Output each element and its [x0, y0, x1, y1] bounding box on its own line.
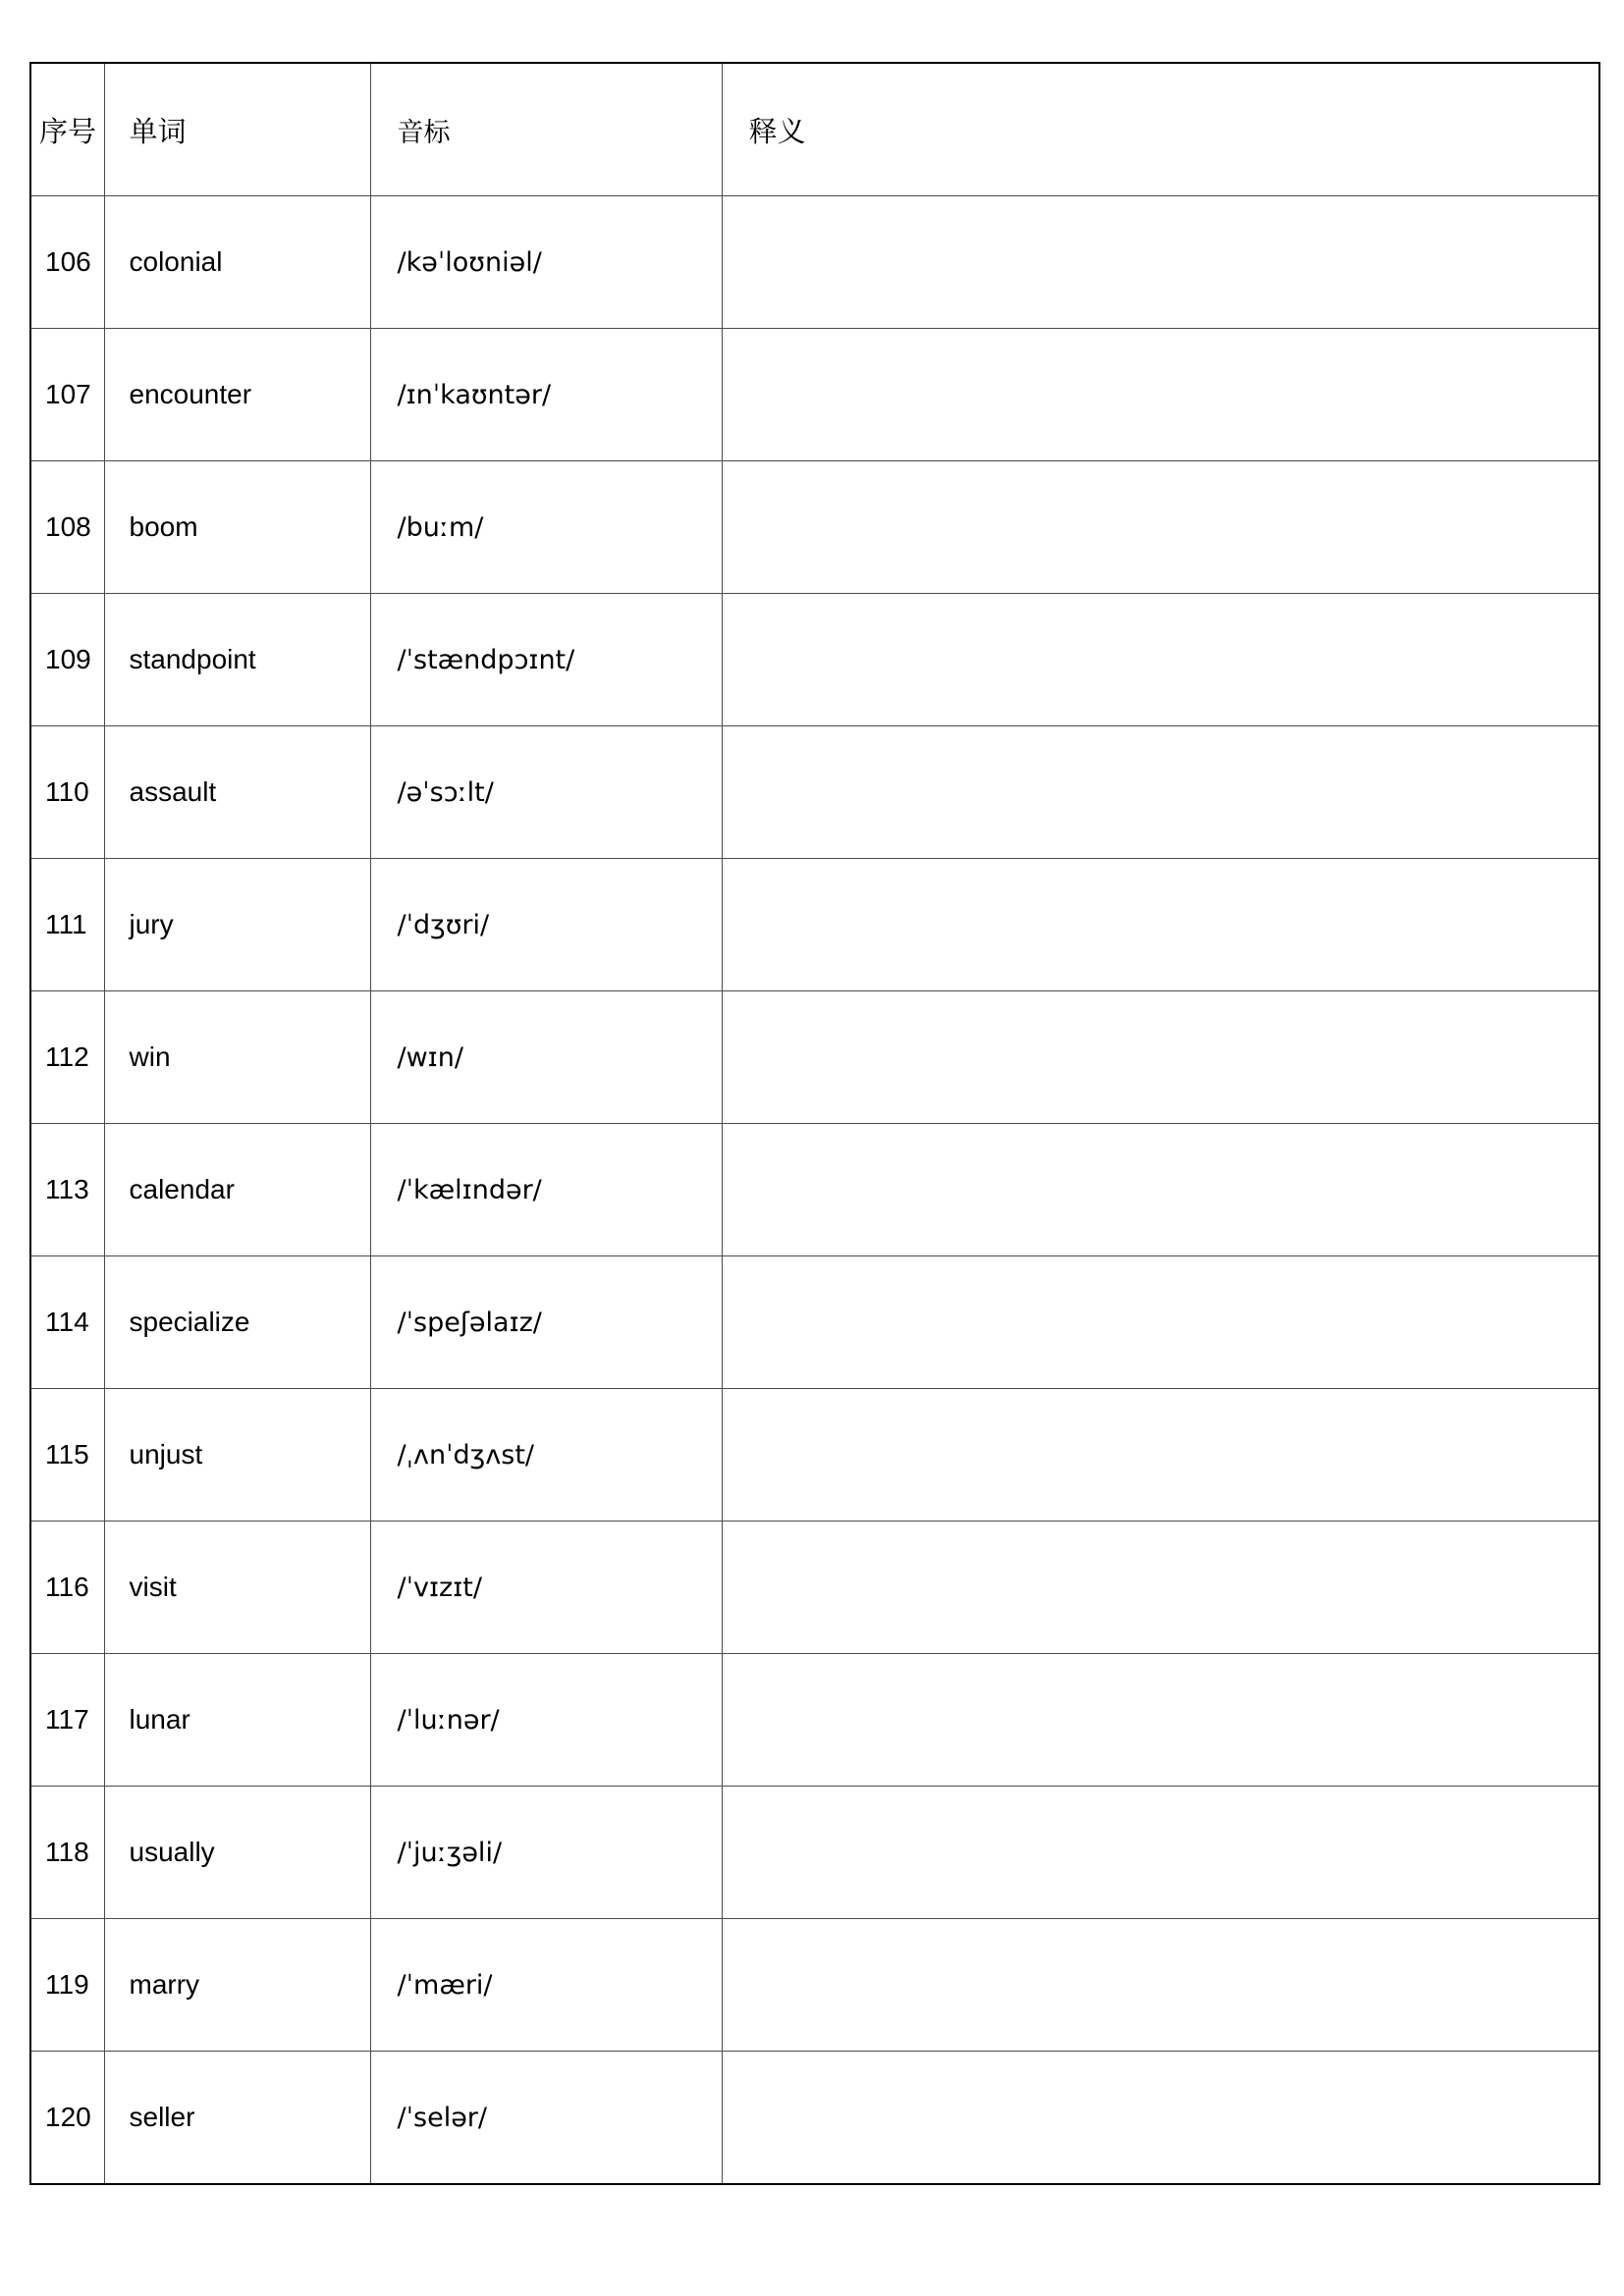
- row-definition: [722, 461, 1599, 594]
- row-definition: [722, 859, 1599, 991]
- row-phonetic: /ˈstændpɔɪnt/: [370, 594, 722, 726]
- row-definition: [722, 1522, 1599, 1654]
- table-row: [30, 329, 1599, 461]
- table-row: [30, 1654, 1599, 1787]
- row-word: lunar: [104, 1654, 370, 1787]
- row-word: specialize: [104, 1256, 370, 1389]
- table-row: [30, 1124, 1599, 1256]
- header-number: 序号: [30, 63, 104, 196]
- row-phonetic: /kəˈloʊniəl/: [370, 196, 722, 329]
- row-phonetic: /ɪnˈkaʊntər/: [370, 329, 722, 461]
- row-phonetic: /ˈmæri/: [370, 1919, 722, 2052]
- table-row: [30, 196, 1599, 329]
- table-row: [30, 2052, 1599, 2185]
- row-phonetic: /əˈsɔːlt/: [370, 726, 722, 859]
- row-word: encounter: [104, 329, 370, 461]
- row-phonetic: /buːm/: [370, 461, 722, 594]
- row-number: 113: [30, 1124, 104, 1256]
- row-number: 115: [30, 1389, 104, 1522]
- table-row: [30, 1522, 1599, 1654]
- row-word: seller: [104, 2052, 370, 2185]
- table-row: [30, 726, 1599, 859]
- header-word: 单词: [104, 63, 370, 196]
- row-number: 114: [30, 1256, 104, 1389]
- row-number: 117: [30, 1654, 104, 1787]
- row-number: 111: [30, 859, 104, 991]
- row-definition: [722, 1787, 1599, 1919]
- row-number: 119: [30, 1919, 104, 2052]
- header-phonetic: 音标: [370, 63, 722, 196]
- table-row: [30, 1256, 1599, 1389]
- table-row: [30, 1389, 1599, 1522]
- row-number: 110: [30, 726, 104, 859]
- row-word: assault: [104, 726, 370, 859]
- row-phonetic: /ˈspeʃəlaɪz/: [370, 1256, 722, 1389]
- row-number: 106: [30, 196, 104, 329]
- row-definition: [722, 2052, 1599, 2185]
- header-definition: 释义: [722, 63, 1599, 196]
- row-definition: [722, 1919, 1599, 2052]
- row-word: calendar: [104, 1124, 370, 1256]
- row-number: 109: [30, 594, 104, 726]
- table-row: [30, 859, 1599, 991]
- row-word: colonial: [104, 196, 370, 329]
- row-phonetic: /ˈkælɪndər/: [370, 1124, 722, 1256]
- row-phonetic: /ˈluːnər/: [370, 1654, 722, 1787]
- row-definition: [722, 991, 1599, 1124]
- row-number: 112: [30, 991, 104, 1124]
- row-definition: [722, 1124, 1599, 1256]
- vocabulary-table: [29, 62, 1600, 2185]
- row-word: visit: [104, 1522, 370, 1654]
- row-word: jury: [104, 859, 370, 991]
- row-phonetic: /wɪn/: [370, 991, 722, 1124]
- row-definition: [722, 1389, 1599, 1522]
- row-definition: [722, 196, 1599, 329]
- table-row: [30, 461, 1599, 594]
- row-number: 120: [30, 2052, 104, 2185]
- row-phonetic: /ˈjuːʒəli/: [370, 1787, 722, 1919]
- row-number: 116: [30, 1522, 104, 1654]
- row-definition: [722, 1654, 1599, 1787]
- row-number: 108: [30, 461, 104, 594]
- row-definition: [722, 1256, 1599, 1389]
- row-phonetic: /ˌʌnˈdʒʌst/: [370, 1389, 722, 1522]
- row-word: unjust: [104, 1389, 370, 1522]
- row-word: marry: [104, 1919, 370, 2052]
- row-definition: [722, 594, 1599, 726]
- table-row: [30, 991, 1599, 1124]
- row-word: boom: [104, 461, 370, 594]
- table-header: [30, 63, 1599, 196]
- table-row: [30, 594, 1599, 726]
- table-row: [30, 1787, 1599, 1919]
- row-phonetic: /ˈdʒʊri/: [370, 859, 722, 991]
- row-number: 118: [30, 1787, 104, 1919]
- row-definition: [722, 329, 1599, 461]
- table-row: [30, 1919, 1599, 2052]
- row-definition: [722, 726, 1599, 859]
- row-number: 107: [30, 329, 104, 461]
- table-body: [30, 196, 1599, 2185]
- row-phonetic: /ˈselər/: [370, 2052, 722, 2185]
- row-word: usually: [104, 1787, 370, 1919]
- row-word: win: [104, 991, 370, 1124]
- header-row: [30, 63, 1599, 196]
- row-phonetic: /ˈvɪzɪt/: [370, 1522, 722, 1654]
- row-word: standpoint: [104, 594, 370, 726]
